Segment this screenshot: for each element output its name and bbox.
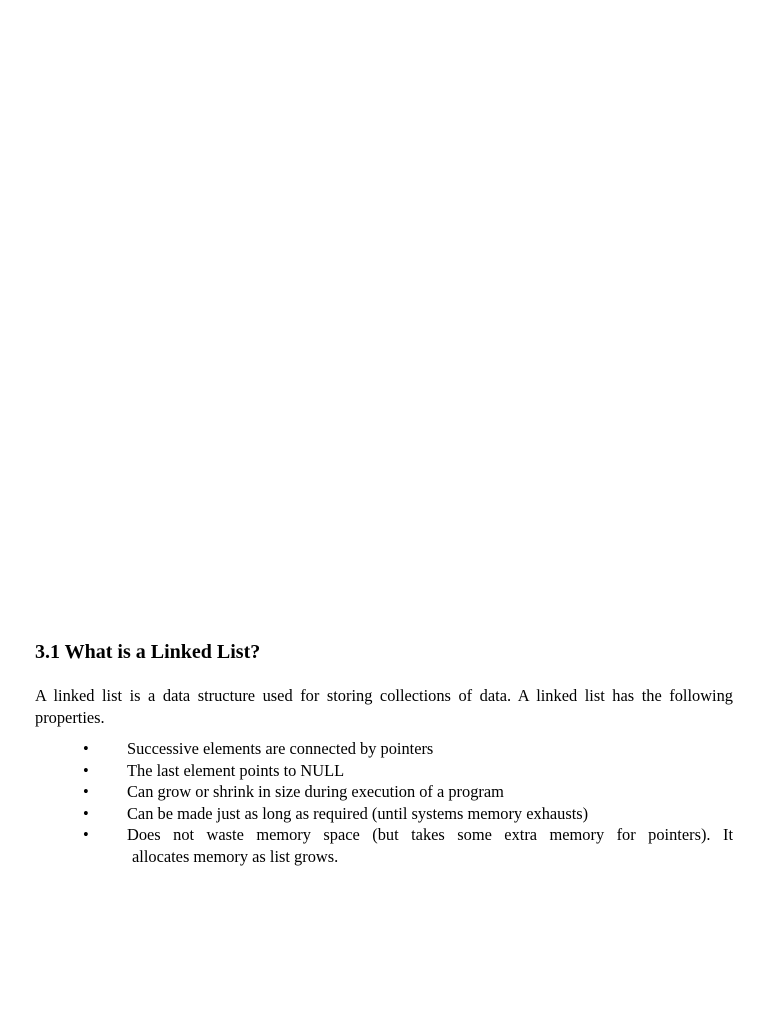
list-item-line-2: allocates memory as list grows.: [132, 846, 339, 866]
list-item-text: The last element points to NULL: [127, 760, 345, 780]
section-heading: 3.1 What is a Linked List?: [35, 641, 261, 663]
list-item: [0, 803, 768, 825]
list-item-text: Can grow or shrink in size during execution of a program: [127, 782, 504, 801]
list-item-text-multiline: [127, 824, 733, 867]
list-item: [0, 738, 768, 760]
bullet-icon: •: [83, 739, 89, 758]
bullet-icon: •: [83, 760, 89, 780]
list-item: [0, 760, 768, 782]
list-item-line-1: Does not waste memory space (but takes some extra memory for pointers). It: [127, 825, 733, 844]
intro-paragraph: A linked list is a data structure used for storing collections of data. A linked list has the following properties.: [35, 686, 733, 727]
list-item-text: Can be made just as long as required (until systems memory exhausts): [127, 803, 589, 823]
bullet-icon: •: [83, 803, 89, 823]
bullet-icon: •: [83, 782, 89, 801]
list-item-text: Successive elements are connected by pointers: [127, 739, 434, 758]
list-item: [0, 824, 768, 867]
properties-list: [0, 738, 768, 867]
bullet-icon: •: [83, 825, 89, 844]
list-item: [0, 781, 768, 803]
